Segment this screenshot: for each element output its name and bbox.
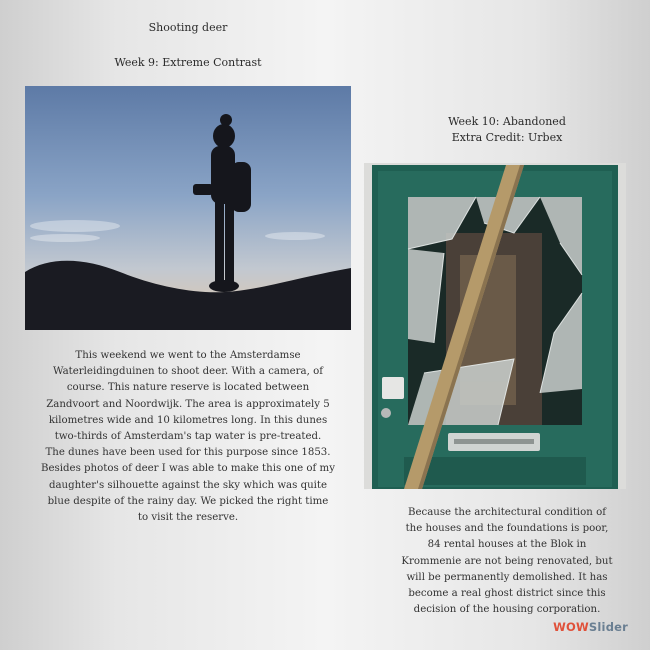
broken-door-photo	[364, 163, 626, 489]
wowslider-watermark[interactable]: WOWSlider	[553, 620, 628, 634]
week9-description: This weekend we went to the Amsterdamse Waterleidingduinen to shoot deer. With a camera, of course. This nature reserve is located between Zandvoort and Noordwijk. The area is approximately 5 kilometres wide and 10 kilometres long. In this dunes two-thirds of Amsterdam's tap water is pre-treated. The dunes have been used for this purpose since 1853. Besides photos of deer I was able to make this one of my daughter's silhouette against the sky which was quite blue despite of the rainy day. We picked the right time to visit the reserve.	[41, 350, 335, 524]
week10-description: Because the architectural condition of the houses and the foundations is poor, 84 rental houses at the Blok in Krommenie are not being renovated, but will be permanently demolished. It has become a real ghost district since this decision of the housing corporation.	[401, 507, 613, 616]
silhouette-photo	[25, 86, 351, 330]
week9-heading: Week 9: Extreme Contrast	[114, 56, 262, 69]
page-title: Shooting deer	[148, 21, 228, 34]
week10-heading: Week 10: Abandoned Extra Credit: Urbex	[448, 115, 566, 144]
